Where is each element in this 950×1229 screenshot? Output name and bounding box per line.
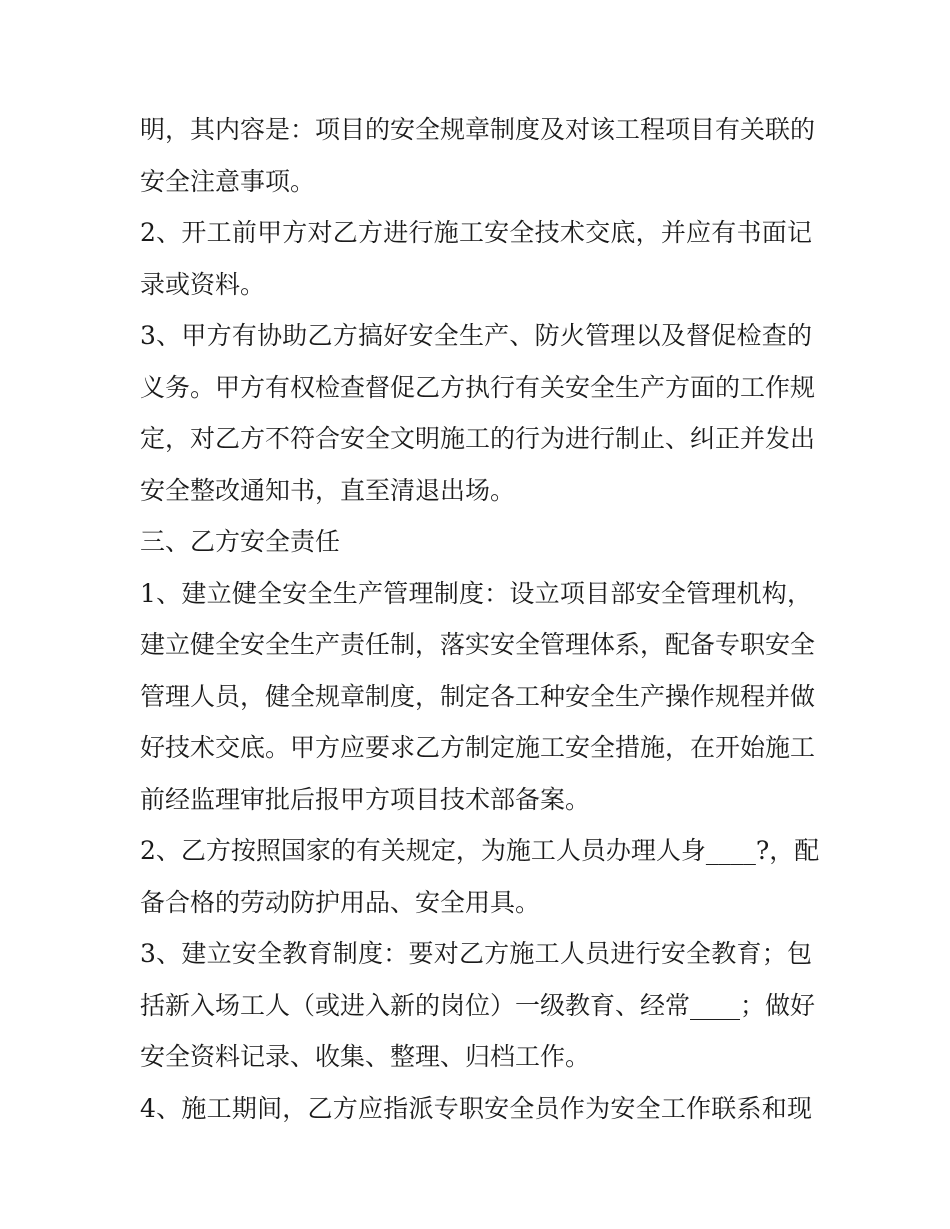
text-line: 4、施工期间，乙方应指派专职安全员作为安全工作联系和现: [140, 1093, 812, 1123]
text-line: 括新入场工人（或进入新的岗位）一级教育、经常____；做好: [140, 990, 816, 1020]
text-line: 明，其内容是：项目的安全规章制度及对该工程项目有关联的: [140, 115, 816, 144]
text-line: 安全资料记录、收集、整理、归档工作。: [140, 1042, 591, 1071]
text-line: 安全整改通知书，直至清退出场。: [140, 475, 516, 505]
text-line: 3、甲方有协助乙方搞好安全生产、防火管理以及督促检查的: [140, 321, 812, 350]
text-line: 1、建立健全安全生产管理制度：设立项目部安全管理机构，: [140, 578, 812, 608]
text-line: 备合格的劳动防护用品、安全用具。: [140, 887, 541, 917]
text-line: 前经监理审批后报甲方项目技术部备案。: [140, 784, 591, 814]
document-body: [140, 104, 820, 1134]
text-line: 三、乙方安全责任: [140, 527, 341, 556]
text-line: 3、建立安全教育制度：要对乙方施工人员进行安全教育；包: [140, 939, 812, 968]
text-line: 定，对乙方不符合安全文明施工的行为进行制止、纠正并发出: [140, 424, 816, 453]
text-line: 安全注意事项。: [140, 166, 316, 196]
text-line: 2、乙方按照国家的有关规定，为施工人员办理人身____?，配: [140, 836, 820, 865]
text-line: 2、开工前甲方对乙方进行施工安全技术交底，并应有书面记: [140, 218, 812, 247]
text-line: 管理人员，健全规章制度，制定各工种安全生产操作规程并做: [140, 681, 816, 711]
text-line: 义务。甲方有权检查督促乙方执行有关安全生产方面的工作规: [140, 372, 816, 402]
text-line: 录或资料。: [140, 269, 266, 299]
text-line: 好技术交底。甲方应要求乙方制定施工安全措施，在开始施工: [140, 733, 816, 762]
text-line: 建立健全安全生产责任制，落实安全管理体系，配备专职安全: [140, 630, 816, 659]
